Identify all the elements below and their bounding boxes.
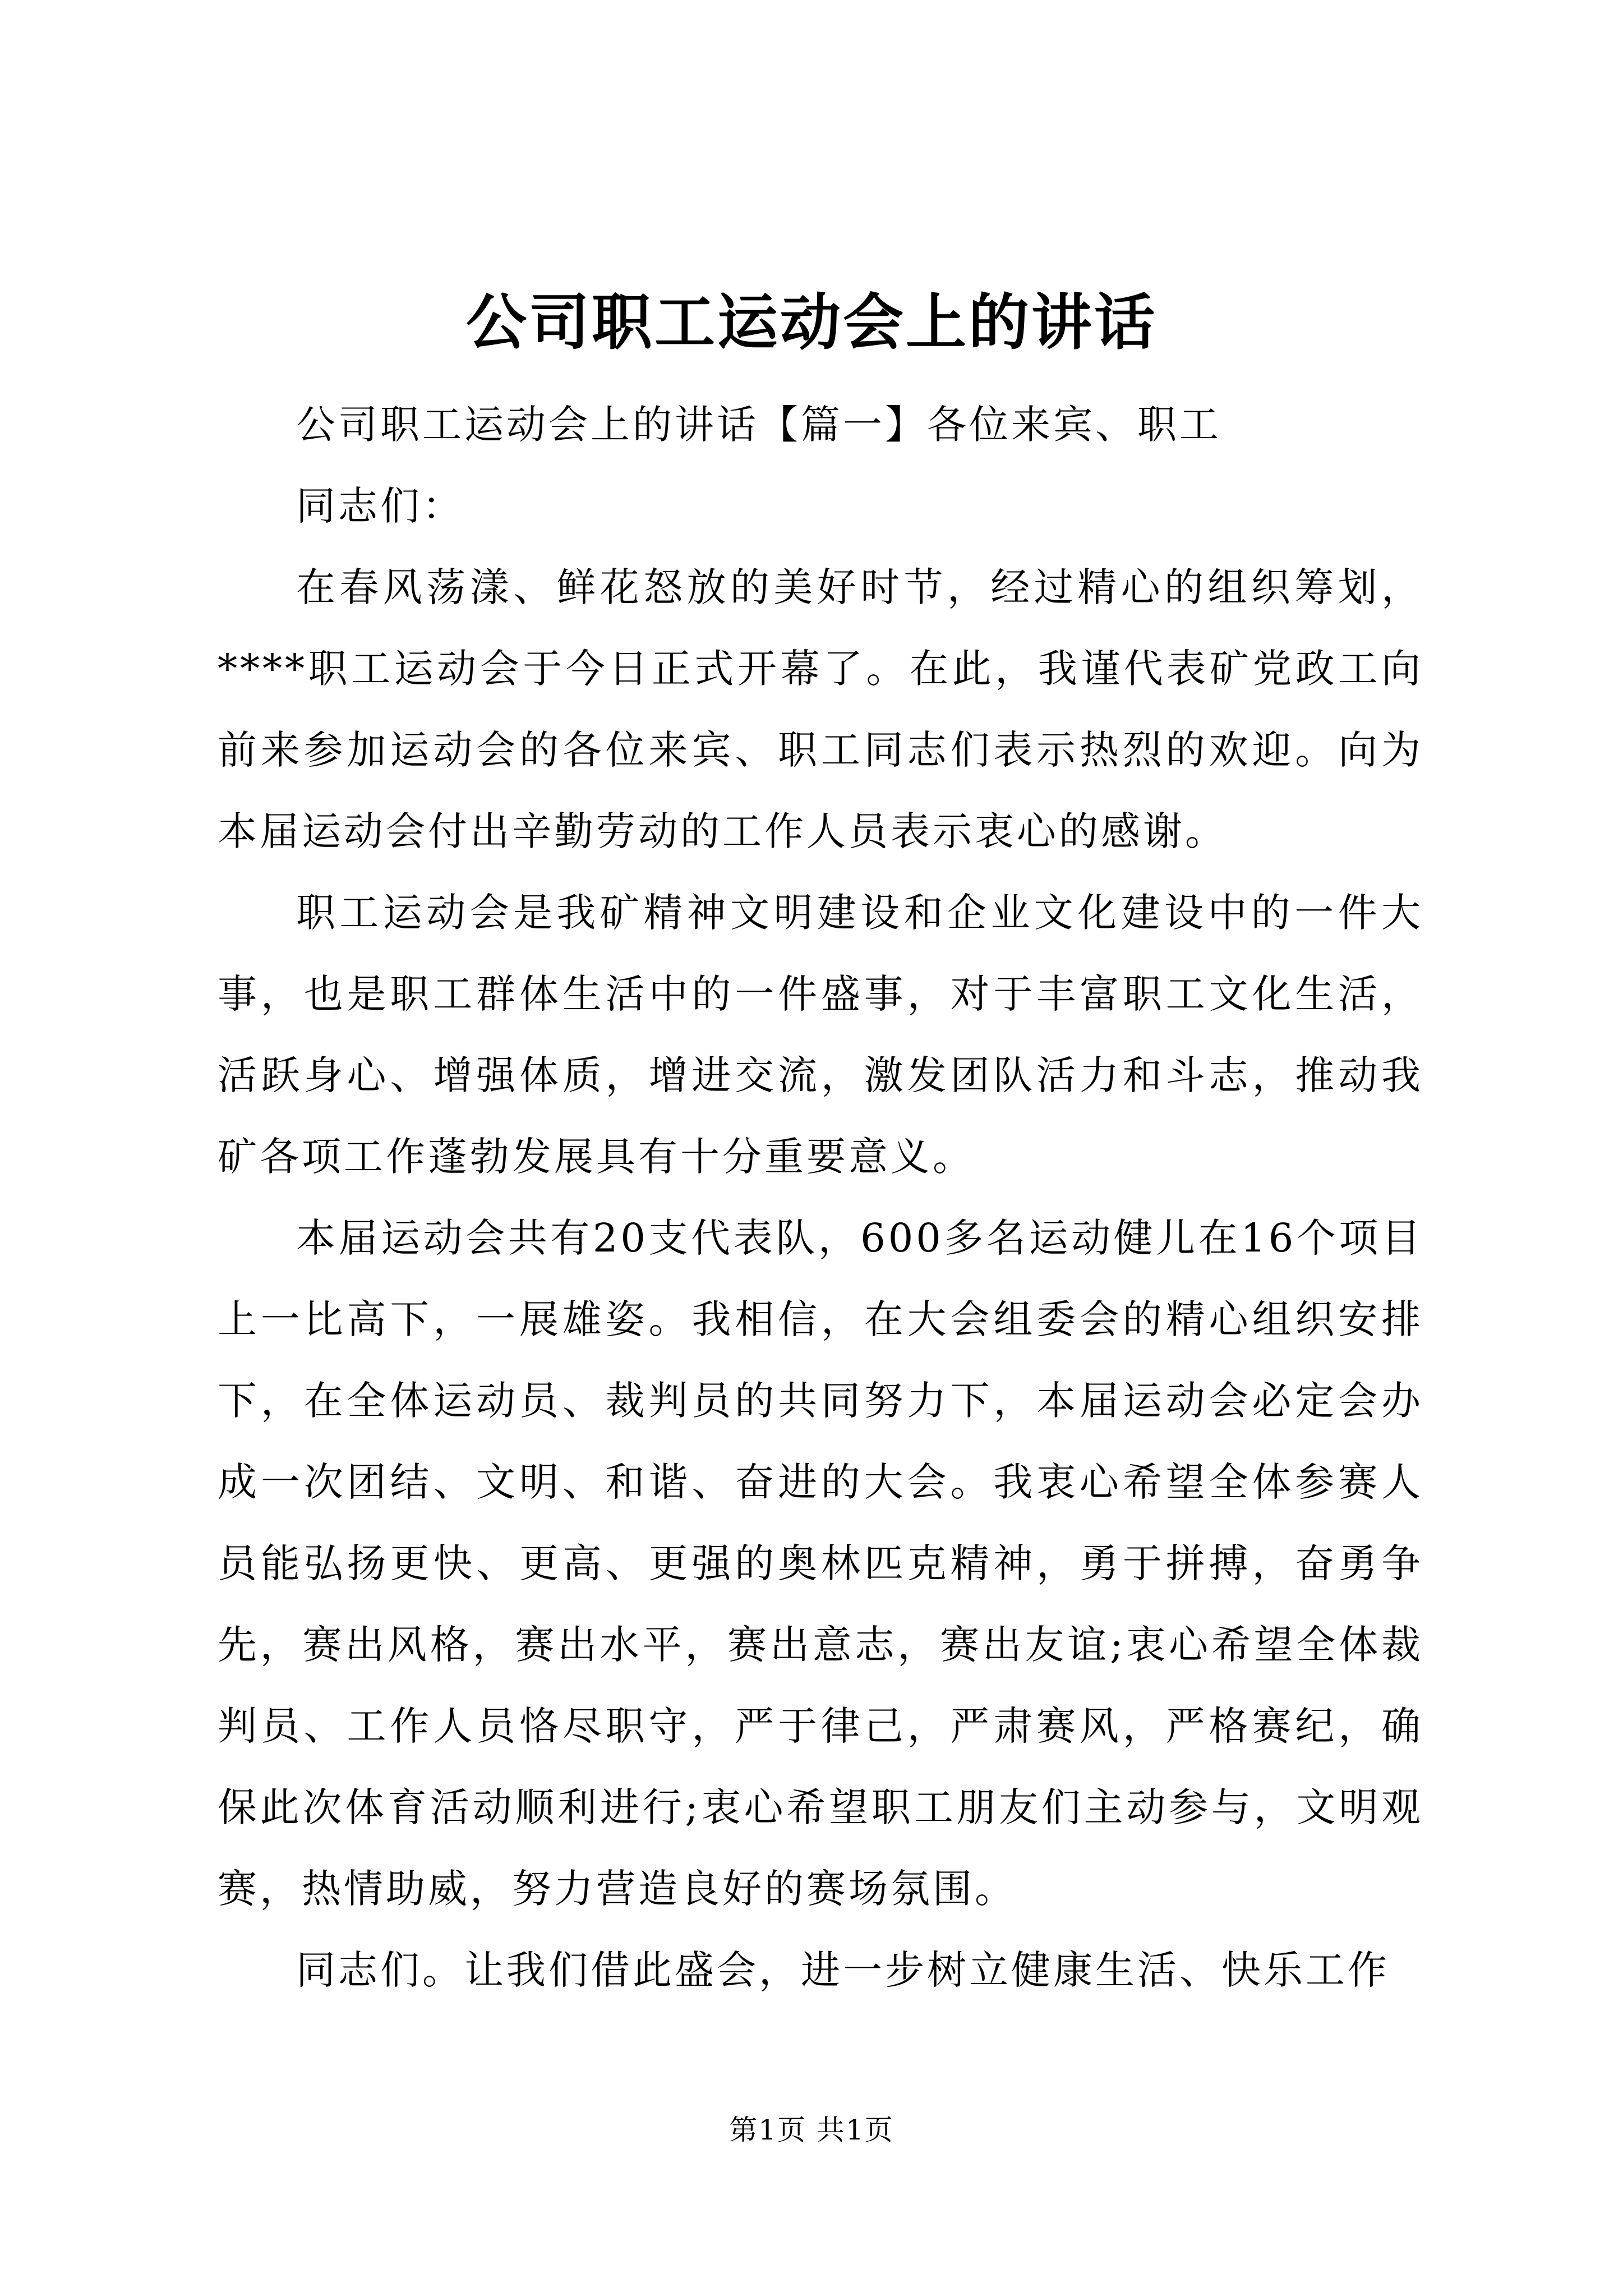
paragraph-heading-line: 公司职工运动会上的讲话【篇一】各位来宾、职工 bbox=[296, 402, 1221, 448]
paragraph-opening: 在春风荡漾、鲜花怒放的美好时节，经过精心的组织筹划，****职工运动会于今日正式开幕了。在此，我谨代表矿党政工向前来参加运动会的各位来宾、职工同志们表示热烈的欢迎。向为本届运动会付出辛勤劳动的工作人员表示衷心的感谢。 bbox=[218, 564, 1423, 854]
document-body bbox=[218, 384, 1423, 2011]
paragraph-significance: 职工运动会是我矿精神文明建设和企业文化建设中的一件大事，也是职工群体生活中的一件盛事，对于丰富职工文化生活，活跃身心、增强体质，增进交流，激发团队活力和斗志，推动我矿各项工作蓬勃发展具有十分重要意义。 bbox=[218, 890, 1423, 1180]
document-title: 公司职工运动会上的讲话 bbox=[465, 287, 1157, 358]
paragraph-closing: 同志们。让我们借此盛会，进一步树立健康生活、快乐工作 bbox=[296, 1947, 1390, 1993]
page-footer: 第1页 共1页 bbox=[729, 2114, 894, 2146]
paragraph-salutation: 同志们： bbox=[296, 483, 464, 529]
paragraph-expectations: 本届运动会共有20支代表队，600多名运动健儿在16个项目上一比高下，一展雄姿。我相信，在大会组委会的精心组织安排下，在全体运动员、裁判员的共同努力下，本届运动会必定会办成一次团结、文明、和谐、奋进的大会。我衷心希望全体参赛人员能弘扬更快、更高、更强的奥林匹克精神，勇于拼搏，奋勇争先，赛出风格，赛出水平，赛出意志，赛出友谊;衷心希望全体裁判员、工作人员恪尽职守，严于律己，严肃赛风，严格赛纪，确保此次体育活动顺利进行;衷心希望职工朋友们主动参与，文明观赛，热情助威，努力营造良好的赛场氛围。 bbox=[218, 1215, 1423, 1912]
